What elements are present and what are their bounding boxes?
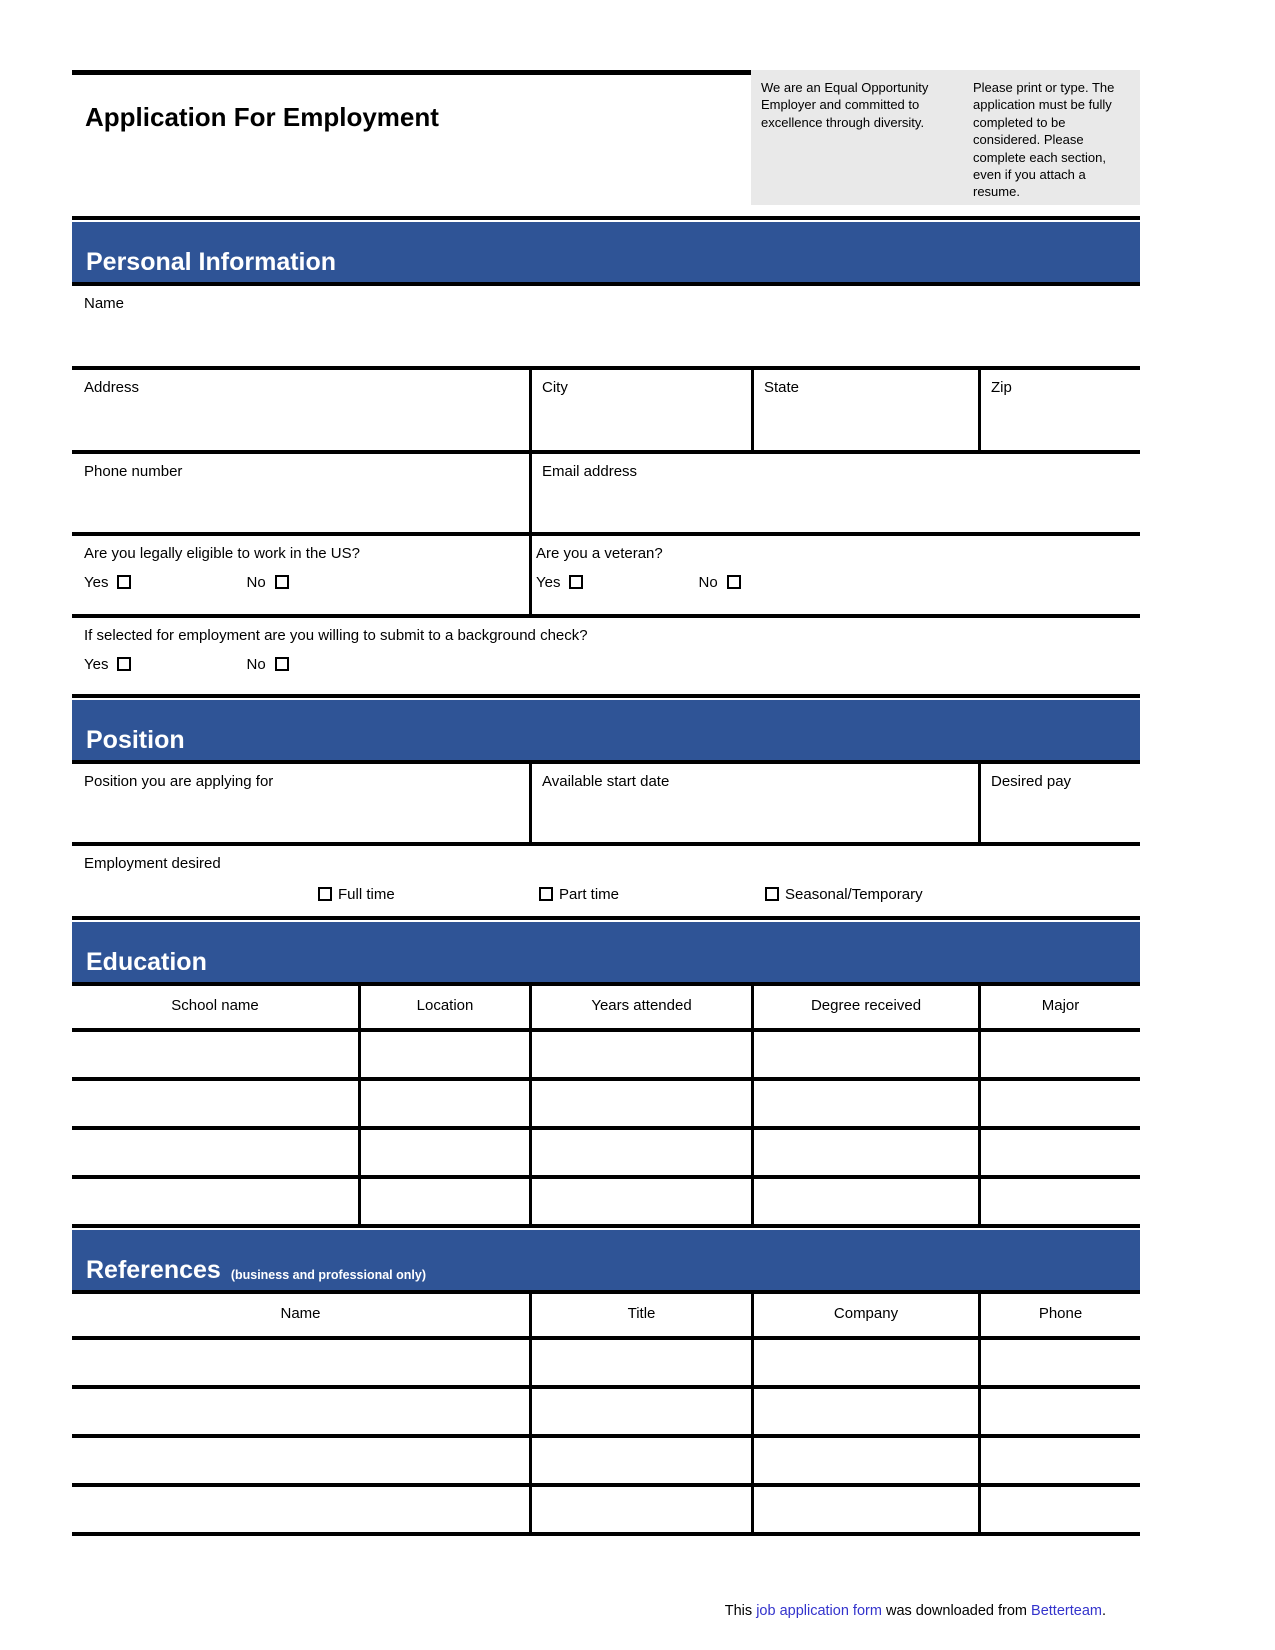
part-time-checkbox[interactable]	[539, 887, 553, 901]
references-col-title: Title	[529, 1294, 751, 1336]
education-row-group	[72, 1081, 1140, 1130]
eligibility-question: Are you legally eligible to work in the US?	[84, 545, 360, 562]
print-notice: Please print or type. The application must be fully completed to be considered. Please complete each section, even if you attach a resume.	[973, 80, 1115, 200]
references-cell	[72, 1340, 529, 1385]
eeo-notice: We are an Equal Opportunity Employer and committed to excellence through diversity.	[761, 80, 929, 130]
section-title: Education	[86, 948, 207, 976]
education-table	[72, 986, 1140, 1228]
background-no-checkbox[interactable]	[275, 657, 289, 671]
education-cell	[72, 1081, 358, 1126]
section-title: References	[86, 1256, 221, 1284]
phone-field-cell	[72, 454, 529, 532]
education-col-school-name: School name	[171, 997, 259, 1014]
full-time-checkbox[interactable]	[318, 887, 332, 901]
state-label: State	[764, 379, 800, 396]
phone-email-row	[72, 454, 1140, 532]
position-row	[72, 764, 1140, 842]
footer-link-betterteam[interactable]: Betterteam	[1031, 1603, 1102, 1619]
education-cell	[358, 1179, 529, 1224]
desired-pay-cell	[978, 764, 1140, 842]
phone-label: Phone number	[84, 463, 183, 480]
position-applying-cell	[72, 764, 529, 842]
section-title: Personal Information	[86, 248, 337, 276]
references-cell	[529, 1340, 751, 1385]
references-empty-row	[72, 1389, 1140, 1434]
employment-option-part-time	[539, 886, 619, 903]
veteran-yes-checkbox[interactable]	[569, 575, 583, 589]
references-empty-row	[72, 1340, 1140, 1385]
notice-box	[751, 70, 1140, 205]
employment-option-seasonal	[765, 886, 923, 903]
education-row-group	[72, 1130, 1140, 1179]
references-row-group	[72, 1340, 1140, 1389]
references-row-group	[72, 1487, 1140, 1536]
section-bar-references	[72, 1230, 1140, 1290]
eligibility-question-cell	[72, 536, 529, 614]
start-date-cell	[529, 764, 978, 842]
eligible-no-checkbox[interactable]	[275, 575, 289, 589]
section-subtitle: (business and professional only)	[230, 1267, 426, 1282]
education-col-major: Major	[978, 986, 1140, 1028]
education-cell	[978, 1032, 1140, 1077]
footer-prefix: This	[724, 1603, 757, 1619]
email-field-cell	[529, 454, 1140, 532]
education-col-degree-received: Degree received	[751, 986, 978, 1028]
email-label: Email address	[542, 463, 638, 480]
references-cell	[751, 1389, 978, 1434]
references-col-phone: Phone	[978, 1294, 1140, 1336]
city-field-cell	[529, 370, 751, 450]
eligible-yes-checkbox[interactable]	[117, 575, 131, 589]
no-label: No	[246, 574, 266, 591]
start-date-label: Available start date	[542, 773, 670, 790]
education-cell	[529, 1081, 751, 1126]
education-cell	[751, 1032, 978, 1077]
education-cell	[72, 1032, 358, 1077]
education-cell	[72, 1179, 358, 1224]
employment-option-full-time	[318, 886, 395, 903]
yes-label: Yes	[536, 574, 561, 591]
background-question: If selected for employment are you willing to submit to a background check?	[84, 627, 588, 644]
footer-suffix: .	[1101, 1603, 1106, 1619]
references-cell	[529, 1389, 751, 1434]
education-cell	[751, 1081, 978, 1126]
education-cell	[529, 1130, 751, 1175]
references-cell	[751, 1487, 978, 1532]
references-cell	[72, 1438, 529, 1483]
education-cell	[978, 1081, 1140, 1126]
background-question-cell	[72, 618, 1140, 694]
education-empty-row	[72, 1032, 1140, 1077]
desired-pay-label: Desired pay	[991, 773, 1072, 790]
references-col-name: Name	[280, 1305, 321, 1322]
education-col-location: Location	[358, 986, 529, 1028]
footer-middle: was downloaded from	[881, 1603, 1032, 1619]
background-check-row	[72, 618, 1140, 694]
veteran-question: Are you a veteran?	[536, 545, 663, 562]
top-rule	[72, 70, 751, 75]
name-row	[72, 286, 1140, 366]
position-applying-label: Position you are applying for	[84, 773, 274, 790]
references-table	[72, 1294, 1140, 1536]
education-cell	[751, 1130, 978, 1175]
no-label: No	[698, 574, 718, 591]
education-header-row	[72, 986, 1140, 1028]
references-cell	[978, 1438, 1140, 1483]
references-cell	[978, 1389, 1140, 1434]
education-cell	[72, 1130, 358, 1175]
table-border	[72, 1532, 1140, 1536]
zip-label: Zip	[991, 379, 1012, 396]
education-cell	[358, 1130, 529, 1175]
name-label: Name	[84, 295, 125, 312]
seasonal-checkbox[interactable]	[765, 887, 779, 901]
education-empty-row	[72, 1081, 1140, 1126]
education-cell	[978, 1179, 1140, 1224]
references-cell	[72, 1389, 529, 1434]
references-header-row	[72, 1294, 1140, 1336]
document-header	[72, 70, 1140, 216]
city-label: City	[542, 379, 568, 396]
full-time-label: Full time	[338, 886, 395, 903]
section-bar-position	[72, 700, 1140, 760]
address-field-cell	[72, 370, 529, 450]
page-title: Application For Employment	[85, 102, 439, 132]
education-cell	[358, 1081, 529, 1126]
section-bar-personal-information	[72, 222, 1140, 282]
references-empty-row	[72, 1438, 1140, 1483]
education-row-group	[72, 1032, 1140, 1081]
education-col-years-attended: Years attended	[529, 986, 751, 1028]
education-empty-row	[72, 1130, 1140, 1175]
part-time-label: Part time	[559, 886, 620, 903]
references-cell	[751, 1340, 978, 1385]
address-label: Address	[84, 379, 140, 396]
no-label: No	[246, 656, 266, 673]
footer-link-job-application-form[interactable]: job application form	[756, 1603, 882, 1619]
education-cell	[358, 1032, 529, 1077]
name-field-cell	[72, 286, 1140, 366]
section-title: Position	[86, 726, 185, 754]
references-cell	[978, 1340, 1140, 1385]
references-cell	[978, 1487, 1140, 1532]
employment-desired-label: Employment desired	[84, 855, 221, 872]
references-col-company: Company	[751, 1294, 978, 1336]
veteran-question-cell	[529, 536, 1140, 614]
zip-field-cell	[978, 370, 1140, 450]
references-cell	[529, 1438, 751, 1483]
footer-attribution	[725, 1603, 1106, 1619]
education-cell	[529, 1032, 751, 1077]
references-cell	[529, 1487, 751, 1532]
education-row-group	[72, 1179, 1140, 1228]
references-cell	[751, 1438, 978, 1483]
education-empty-row	[72, 1179, 1140, 1224]
employment-desired-row	[72, 846, 1140, 916]
yes-label: Yes	[84, 574, 109, 591]
address-row	[72, 370, 1140, 450]
references-cell	[72, 1487, 529, 1532]
references-row-group	[72, 1389, 1140, 1438]
references-row-group	[72, 1438, 1140, 1487]
background-yes-checkbox[interactable]	[117, 657, 131, 671]
yes-label: Yes	[84, 656, 109, 673]
eligibility-veteran-row	[72, 536, 1140, 614]
state-field-cell	[751, 370, 978, 450]
references-empty-row	[72, 1487, 1140, 1532]
section-bar-education	[72, 922, 1140, 982]
seasonal-label: Seasonal/Temporary	[785, 886, 923, 903]
education-cell	[529, 1179, 751, 1224]
education-cell	[978, 1130, 1140, 1175]
veteran-no-checkbox[interactable]	[727, 575, 741, 589]
education-cell	[751, 1179, 978, 1224]
